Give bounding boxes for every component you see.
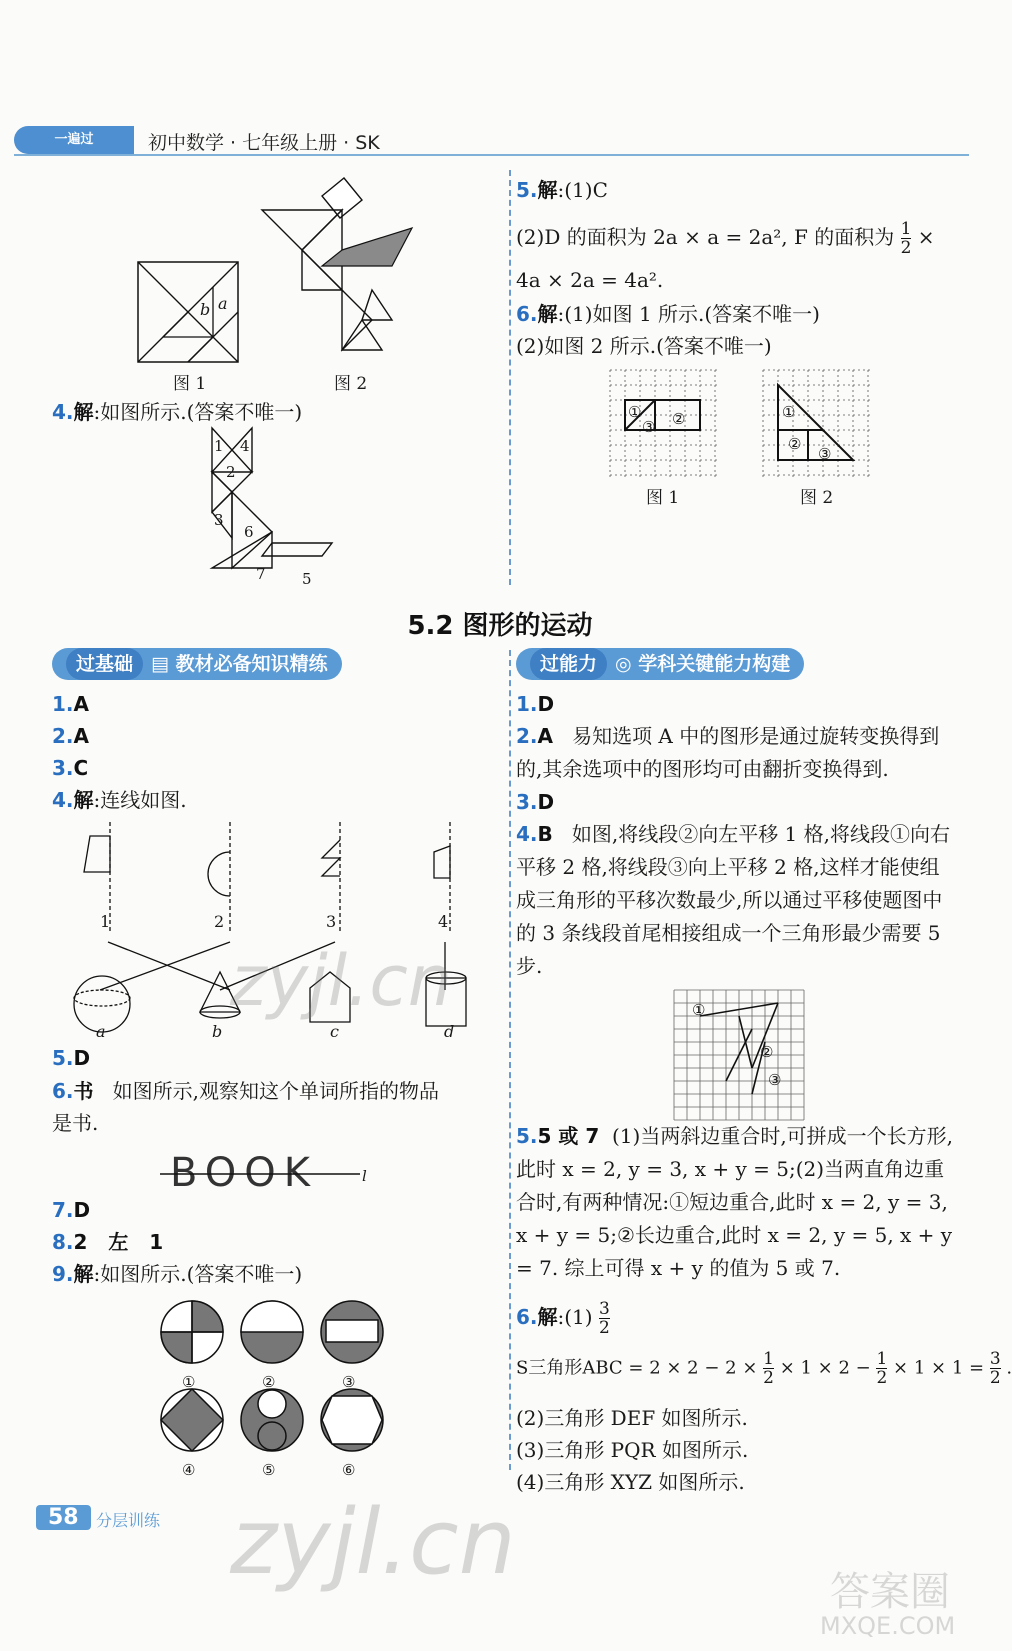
b6-f3-den: 2 (989, 1368, 1001, 1388)
watermark-bottom: zyjl.cn (230, 1490, 516, 1595)
cat-piece-7: 7 (256, 565, 266, 583)
grid-fig1-caption: 图 1 (646, 488, 680, 508)
left-a8-ans: 2 左 1 (73, 1230, 164, 1254)
grid1-mark-1: ① (628, 403, 642, 421)
fig1-caption: 图 1 (173, 374, 207, 394)
ability-tag-lead: 过能力 (530, 648, 607, 680)
left-a7-num: 7. (52, 1198, 74, 1222)
b6-frac-den: 2 (598, 1318, 610, 1338)
fig2-caption: 图 2 (334, 374, 368, 394)
right-answer-5 (516, 1120, 956, 1285)
b6-f2-den: 2 (876, 1368, 888, 1388)
right-b2-text: 易知选项 A 中的图形是通过旋转变换得到的,其余选项中的图形均可由翻折变换得到. (516, 724, 940, 781)
circle-label-6: ⑥ (342, 1461, 356, 1479)
left-a9-text: :如图所示.(答案不唯一) (93, 1262, 303, 1286)
circle-label-1: ① (182, 1373, 196, 1391)
book-word: BOOK (170, 1150, 318, 1196)
right-b1-num: 1. (516, 692, 538, 716)
b6-formula-mid: × 1 × 2 − (779, 1357, 871, 1379)
left-a6-ans: 书 (73, 1079, 94, 1103)
seg-mark-1: ① (692, 1001, 706, 1019)
right-b4-text: 如图,将线段②向左平移 1 格,将线段①向右平移 2 格,将线段③向上平移 2 格,这样才能使组成三角形的平移次数最少,所以通过平移使题图中的 3 条线段首尾相接组成一个三角形最少需要 5 步. (516, 822, 950, 978)
q5-line2 (516, 220, 935, 257)
ability-tag (516, 648, 804, 680)
left-a3-ans: C (73, 756, 89, 780)
left-a2-num: 2. (52, 724, 74, 748)
book-axis-label: l (362, 1167, 367, 1185)
circle-label-4: ④ (182, 1461, 196, 1479)
book-symmetry-axis (160, 1172, 360, 1176)
grid1-mark-3: ③ (642, 418, 656, 436)
tangram-cat-figure (212, 428, 342, 588)
seg-mark-3: ③ (768, 1071, 782, 1089)
left-answer-8 (52, 1228, 163, 1256)
q5-text1: :(1)C (557, 178, 608, 202)
b6-f1-num: 1 (763, 1349, 774, 1369)
right-answer-4 (516, 818, 956, 983)
b6-frac-num: 3 (598, 1299, 610, 1319)
left-a4-num: 4. (52, 788, 74, 812)
left-a1-ans: A (73, 692, 89, 716)
grid2-mark-1: ① (782, 403, 796, 421)
b6-formula-end: . (1006, 1357, 1012, 1379)
b6-formula-mid2: × 1 × 1 = (893, 1357, 985, 1379)
cat-piece-4: 4 (240, 437, 250, 455)
right-b6-num: 6. (516, 1305, 538, 1329)
b6-frac-1 (763, 1350, 774, 1387)
left-a5-num: 5. (52, 1046, 74, 1070)
right-b2-ans: A (537, 724, 553, 748)
left-answer-2 (52, 722, 89, 750)
left-a6-text: 如图所示,观察知这个单词所指的物品 (112, 1079, 439, 1103)
q6-label: 解 (537, 302, 558, 326)
q5-line1 (516, 176, 608, 204)
q4-number: 4. (52, 400, 74, 424)
column-divider-top (509, 170, 511, 585)
b6-frac-3 (990, 1350, 1001, 1387)
section-title: 5.2 图形的运动 (407, 611, 593, 641)
q5-frac-num: 1 (900, 219, 912, 239)
b6-line4: (4)三角形 XYZ 如图所示. (516, 1470, 745, 1494)
left-answer-4 (52, 786, 187, 814)
q5-text2b: × (917, 225, 935, 249)
left-answer-1 (52, 690, 89, 718)
right-b4-ans: B (537, 822, 553, 846)
basic-tag-lead: 过基础 (66, 648, 143, 680)
q5-label: 解 (537, 178, 558, 202)
b6-f1-den: 2 (763, 1368, 774, 1388)
basic-tag (52, 648, 342, 680)
grid2-mark-3: ③ (818, 445, 832, 463)
header-title: 初中数学 · 七年级上册 · SK (148, 132, 380, 154)
left-a4-label: 解 (73, 788, 94, 812)
solid-label-d: d (444, 1022, 455, 1041)
q5-fraction (901, 220, 912, 257)
left-answer-7 (52, 1196, 90, 1224)
grid1-mark-2: ② (672, 410, 686, 428)
circle-label-2: ② (262, 1373, 276, 1391)
b6-f3-num: 3 (989, 1349, 1001, 1369)
q5-text2a: (2)D 的面积为 2a × a = 2a², F 的面积为 (516, 225, 895, 249)
b6-frac-2 (876, 1350, 887, 1387)
left-a5-ans: D (73, 1046, 91, 1070)
solid-label-b: b (212, 1022, 223, 1041)
left-a8-num: 8. (52, 1230, 74, 1254)
seg-mark-2: ② (760, 1043, 774, 1061)
tangram-person-figure (262, 178, 422, 358)
right-answer-2 (516, 720, 956, 786)
cat-piece-6: 6 (244, 523, 254, 541)
basic-tag-text: 教材必备知识精练 (175, 653, 328, 675)
right-answer-3 (516, 788, 554, 816)
left-answer-9 (52, 1260, 302, 1288)
watermark-corner: 答案圈 (830, 1569, 950, 1615)
b6-f2-num: 1 (876, 1349, 888, 1369)
grid-fig2-caption: 图 2 (800, 488, 834, 508)
q4-label: 解 (73, 400, 94, 424)
right-answer-1 (516, 690, 554, 718)
right-b6-label: 解 (537, 1305, 558, 1329)
rotation-num-1: 1 (100, 912, 111, 931)
q6-line1 (516, 300, 820, 328)
right-b5-num: 5. (516, 1124, 538, 1148)
right-b3-num: 3. (516, 790, 538, 814)
rotation-num-3: 3 (326, 912, 337, 931)
left-a3-num: 3. (52, 756, 74, 780)
right-answer-6 (516, 1300, 610, 1337)
b6-line3: (3)三角形 PQR 如图所示. (516, 1438, 749, 1462)
q6-line2: (2)如图 2 所示.(答案不唯一) (516, 334, 772, 358)
q6-text1: :(1)如图 1 所示.(答案不唯一) (557, 302, 820, 326)
b6-line2: (2)三角形 DEF 如图所示. (516, 1406, 748, 1430)
right-b6-text: :(1) (557, 1305, 593, 1329)
cat-piece-1: 1 (214, 437, 224, 455)
column-divider-bottom (509, 650, 511, 1470)
ability-tag-text: 学科关键能力构建 (638, 653, 791, 675)
dot-grid-figure-1 (610, 370, 720, 480)
solid-label-c: c (330, 1022, 339, 1041)
circle-label-3: ③ (342, 1373, 356, 1391)
right-b4-num: 4. (516, 822, 538, 846)
left-a6-num: 6. (52, 1079, 74, 1103)
watermark-mid: zyjl.cn (230, 940, 453, 1022)
q4-text: :如图所示.(答案不唯一) (93, 400, 303, 424)
left-a6-text2: 是书. (52, 1111, 99, 1135)
q6-number: 6. (516, 302, 538, 326)
right-b3-ans: D (537, 790, 555, 814)
q5-number: 5. (516, 178, 538, 202)
left-a9-num: 9. (52, 1262, 74, 1286)
left-a4-text: :连线如图. (93, 788, 187, 812)
footer-text: 分层训练 (96, 1511, 161, 1530)
left-a1-num: 1. (52, 692, 74, 716)
q5-frac-den: 2 (900, 238, 912, 258)
page-number: 58 (36, 1505, 91, 1530)
watermark-corner-url: MXQE.COM (820, 1612, 956, 1640)
circle-label-5: ⑤ (262, 1461, 276, 1479)
left-a9-label: 解 (73, 1262, 94, 1286)
rotation-num-2: 2 (214, 912, 225, 931)
clipboard-icon: ▤ (151, 653, 169, 675)
right-b5-ans: 5 或 7 (537, 1124, 600, 1148)
cat-piece-3: 3 (214, 511, 224, 529)
b6-answer-fraction (599, 1300, 610, 1337)
left-answer-6 (52, 1077, 439, 1105)
right-b1-ans: D (537, 692, 555, 716)
right-b5-text: (1)当两斜边重合时,可拼成一个长方形,此时 x = 2, y = 3, x + y = 5;(2)当两直角边重合时,有两种情况:①短边重合,此时 x = 2, y = 3, x + y = 5;②长边重合,此时 x = 2, y = 5, x + y = 7. 综上可得 x + y 的值为 5 或 7. (516, 1124, 954, 1280)
solid-label-a: a (96, 1022, 106, 1041)
left-answer-3 (52, 754, 88, 782)
fig1-label-a: a (218, 294, 228, 313)
left-a2-ans: A (73, 724, 89, 748)
cat-piece-5: 5 (302, 570, 312, 588)
left-answer-5 (52, 1044, 90, 1072)
medal-icon: ◎ (615, 653, 632, 675)
b6-area-formula (516, 1350, 1012, 1387)
fig1-label-b: b (200, 300, 211, 319)
cat-piece-2: 2 (226, 463, 236, 481)
rotation-num-4: 4 (438, 912, 449, 931)
grid2-mark-2: ② (788, 435, 802, 453)
header-logo: 一遍过 (14, 126, 134, 154)
b6-formula-lhs: S三角形ABC = 2 × 2 − 2 × (516, 1357, 758, 1379)
q4-answer-line (52, 398, 302, 426)
q5-line3: 4a × 2a = 4a². (516, 268, 664, 292)
left-a7-ans: D (73, 1198, 91, 1222)
right-b2-num: 2. (516, 724, 538, 748)
